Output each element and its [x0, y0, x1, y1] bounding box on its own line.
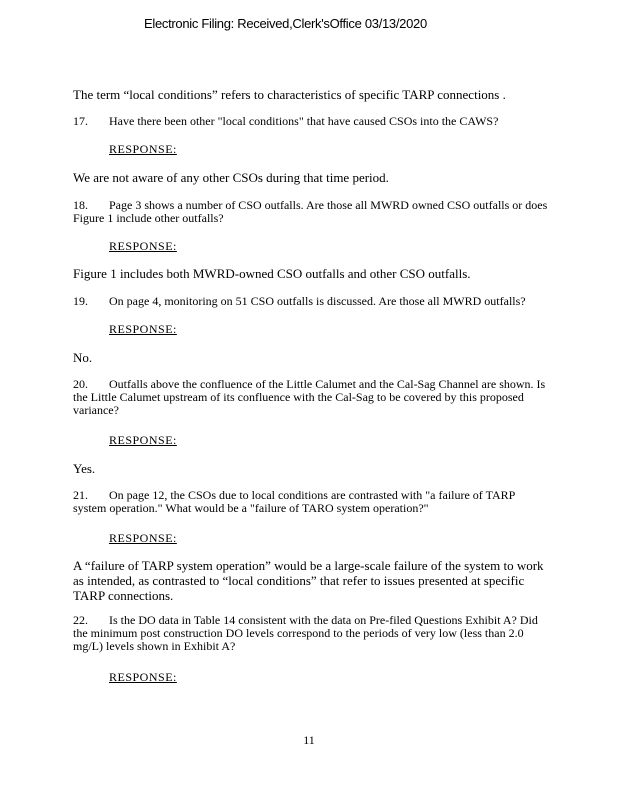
question-20	[73, 378, 551, 417]
answer-18: Figure 1 includes both MWRD-owned CSO outfalls and other CSO outfalls.	[73, 266, 471, 281]
page-number: 11	[303, 733, 315, 747]
question-21	[73, 489, 551, 515]
question-text: Page 3 shows a number of CSO outfalls. Are those all MWRD owned CSO outfalls or does Figure 1 include other outfalls?	[73, 198, 548, 225]
answer-19: No.	[73, 350, 93, 365]
answer-21: A “failure of TARP system operation” would be a large-scale failure of the system to work as intended, as contrasted to “local conditions” that refer to issues presented at specific TARP connections.	[73, 558, 544, 603]
response-label: RESPONSE:	[109, 670, 177, 684]
response-label: RESPONSE:	[109, 322, 177, 336]
answer-20: Yes.	[73, 461, 96, 476]
response-label: RESPONSE:	[109, 142, 177, 156]
electronic-filing-header: Electronic Filing: Received,Clerk'sOffice 03/13/2020	[144, 16, 427, 31]
question-18	[73, 199, 551, 225]
question-number: 19.	[73, 294, 88, 308]
question-text: Have there been other "local conditions" that have caused CSOs into the CAWS?	[109, 114, 499, 128]
question-text: Is the DO data in Table 14 consistent with the data on Pre-filed Questions Exhibit A? Did the minimum post construction DO levels correspond to the periods of very low (less than 2.0 mg/L) levels shown in Exhibit A?	[73, 613, 538, 653]
question-text: On page 12, the CSOs due to local conditions are contrasted with "a failure of TARP system operation." What would be a "failure of TARO system operation?"	[73, 488, 515, 515]
question-19	[73, 295, 551, 308]
intro-paragraph: The term “local conditions” refers to characteristics of specific TARP connections .	[73, 87, 506, 102]
response-label: RESPONSE:	[109, 531, 177, 545]
question-number: 22.	[73, 613, 88, 627]
question-text: Outfalls above the confluence of the Little Calumet and the Cal-Sag Channel are shown. Is the Little Calumet upstream of its confluence with the Cal-Sag to be covered by this proposed variance?	[73, 377, 546, 417]
question-22	[73, 614, 551, 653]
question-number: 18.	[73, 198, 88, 212]
response-label: RESPONSE:	[109, 239, 177, 253]
question-number: 21.	[73, 488, 88, 502]
question-text: On page 4, monitoring on 51 CSO outfalls is discussed. Are those all MWRD outfalls?	[109, 294, 526, 308]
question-number: 20.	[73, 377, 88, 391]
response-label: RESPONSE:	[109, 433, 177, 447]
question-number: 17.	[73, 114, 88, 128]
answer-17: We are not aware of any other CSOs during that time period.	[73, 170, 389, 185]
question-17	[73, 115, 551, 128]
